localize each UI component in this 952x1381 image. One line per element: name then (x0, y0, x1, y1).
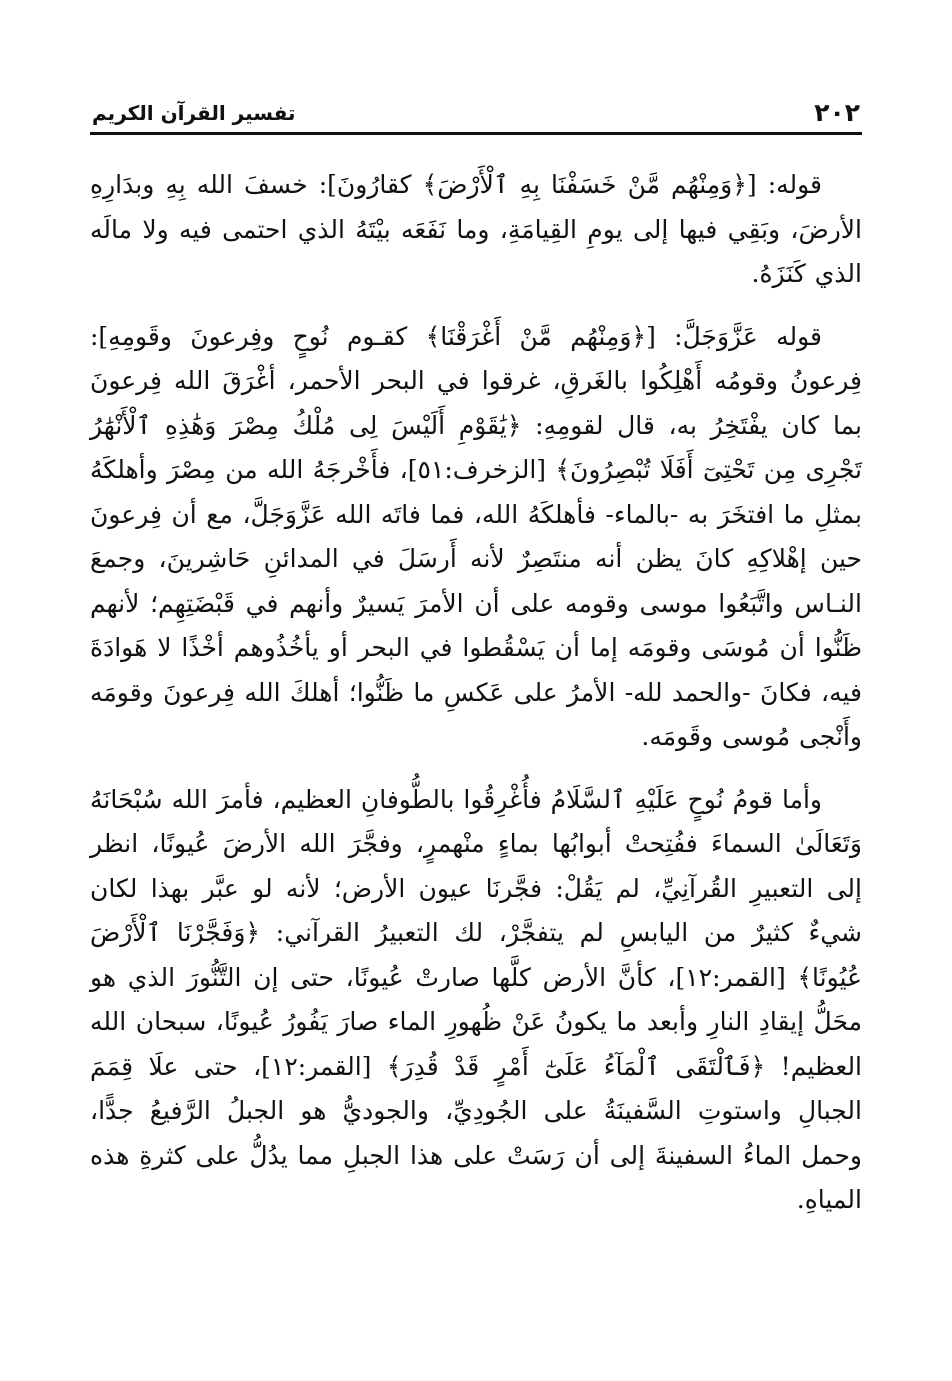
book-page (90, 92, 862, 1332)
page-number: ٢٠٢ (814, 98, 860, 127)
page-body (90, 163, 862, 1223)
paragraph-noah: وأما قومُ نُوحٍ عَلَيْهِ ٱلسَّلَامُ فأُغْرِقُوا بالطُّوفانِ العظيم، فأمرَ الله سُبْحَانَهُ وَتَعَالَىٰ السماءَ ففُتِحتْ أبوابُها بماءٍ منْهمرٍ، وفجَّرَ الله الأرضَ عُيونًا، انظر إلى التعبيرِ القُرآنِيِّ، لم يَقُلْ: فجَّرنَا عيون الأرض؛ لأنه لو عبَّر بهذا لكان شيءٌ كثيرٌ من اليابسِ لم يتفجَّرْ، لك التعبيرُ القرآني: ﴿وَفَجَّرْنَا ٱلْأَرْضَ عُيُونًا﴾ [القمر:١٢]، كأنَّ الأرض كلَّها صارتْ عُيونًا، حتى إن التَّنُّورَ الذي هو محَلُّ إيقادِ النارِ وأبعد ما يكونُ عَنْ ظُهورِ الماء صارَ يَفُورُ عُيونًا، سبحان الله العظيم! ﴿فَٱلْتَقَى ٱلْمَآءُ عَلَىٰٓ أَمْرٍ قَدْ قُدِرَ﴾ [القمر:١٢]، حتى علَا قِمَمَ الجبالِ واستوتِ السَّفينَةُ على الجُودِيِّ، والجوديُّ هو الجبلُ الرَّفيعُ جدًّا، وحمل الماءُ السفينةَ إلى أن رَسَتْ على هذا الجبلِ مما يدُلُّ على كثرةِ هذه المياهِ. (90, 784, 863, 1214)
page-header (90, 92, 862, 135)
paragraph-qarun: قوله: [﴿وَمِنْهُم مَّنْ خَسَفْنَا بِهِ ٱلْأَرْضَ﴾ كقارُونَ]: خسفَ الله بِهِ وبدَارِهِ الأرضَ، وبَقِي فيها إلى يومِ القِيامَةِ، وما نَفَعَه بيْتَهُ الذي احتمى فيه ولا مالَه الذي كَنَزَهُ. (90, 170, 862, 288)
paragraph-pharaoh: قوله عَزَّوَجَلَّ: [﴿وَمِنْهُم مَّنْ أَغْرَقْنَا﴾ كقـوم نُوحٍ وفِرعونَ وقَومِهِ]: فِرعونُ وقومُه أَهْلِكُوا بالغَرقِ، غرقوا في البحر الأحمر، أغْرَقَ الله فِرعونَ بما كان يفْتَخِرُ به، قال لقومِهِ: ﴿يَٰقَوْمِ أَلَيْسَ لِى مُلْكُ مِصْرَ وَهَٰذِهِ ٱلْأَنْهَٰرُ تَجْرِى مِن تَحْتِىٓ أَفَلَا تُبْصِرُونَ﴾ [الزخرف:٥١]، فأَخْرجَهُ الله من مِصْرَ وأهلكَهُ بمثلِ ما افتخَرَ به -بالماء- فأهلكَهُ الله، فما فاتَه الله عَزَّوَجَلَّ، مع أن فِرعونَ حين إهْلاكِهِ كانَ يظن أنه منتَصِرٌ لأنه أَرسَلَ في المدائنِ حَاشِرينَ، وجمعَ النـاس واتَّبَعُوا موسى وقومه على أن الأمرَ يَسيرٌ وأنهم في قَبْضَتِهِم؛ لأنهم ظَنُّوا أن مُوسَى وقومَه إما أن يَسْقُطوا في البحر أو يأخُذُوهم أخْذًا لا هَوادَةَ فيه، فكانَ -والحمد لله- الأمرُ على عَكسِ ما ظَنُّوا؛ أهلكَ الله فِرعونَ وقومَه وأَنْجى مُوسى وقَومَه. (90, 321, 862, 751)
book-title: تفسير القرآن الكريم (92, 101, 296, 125)
